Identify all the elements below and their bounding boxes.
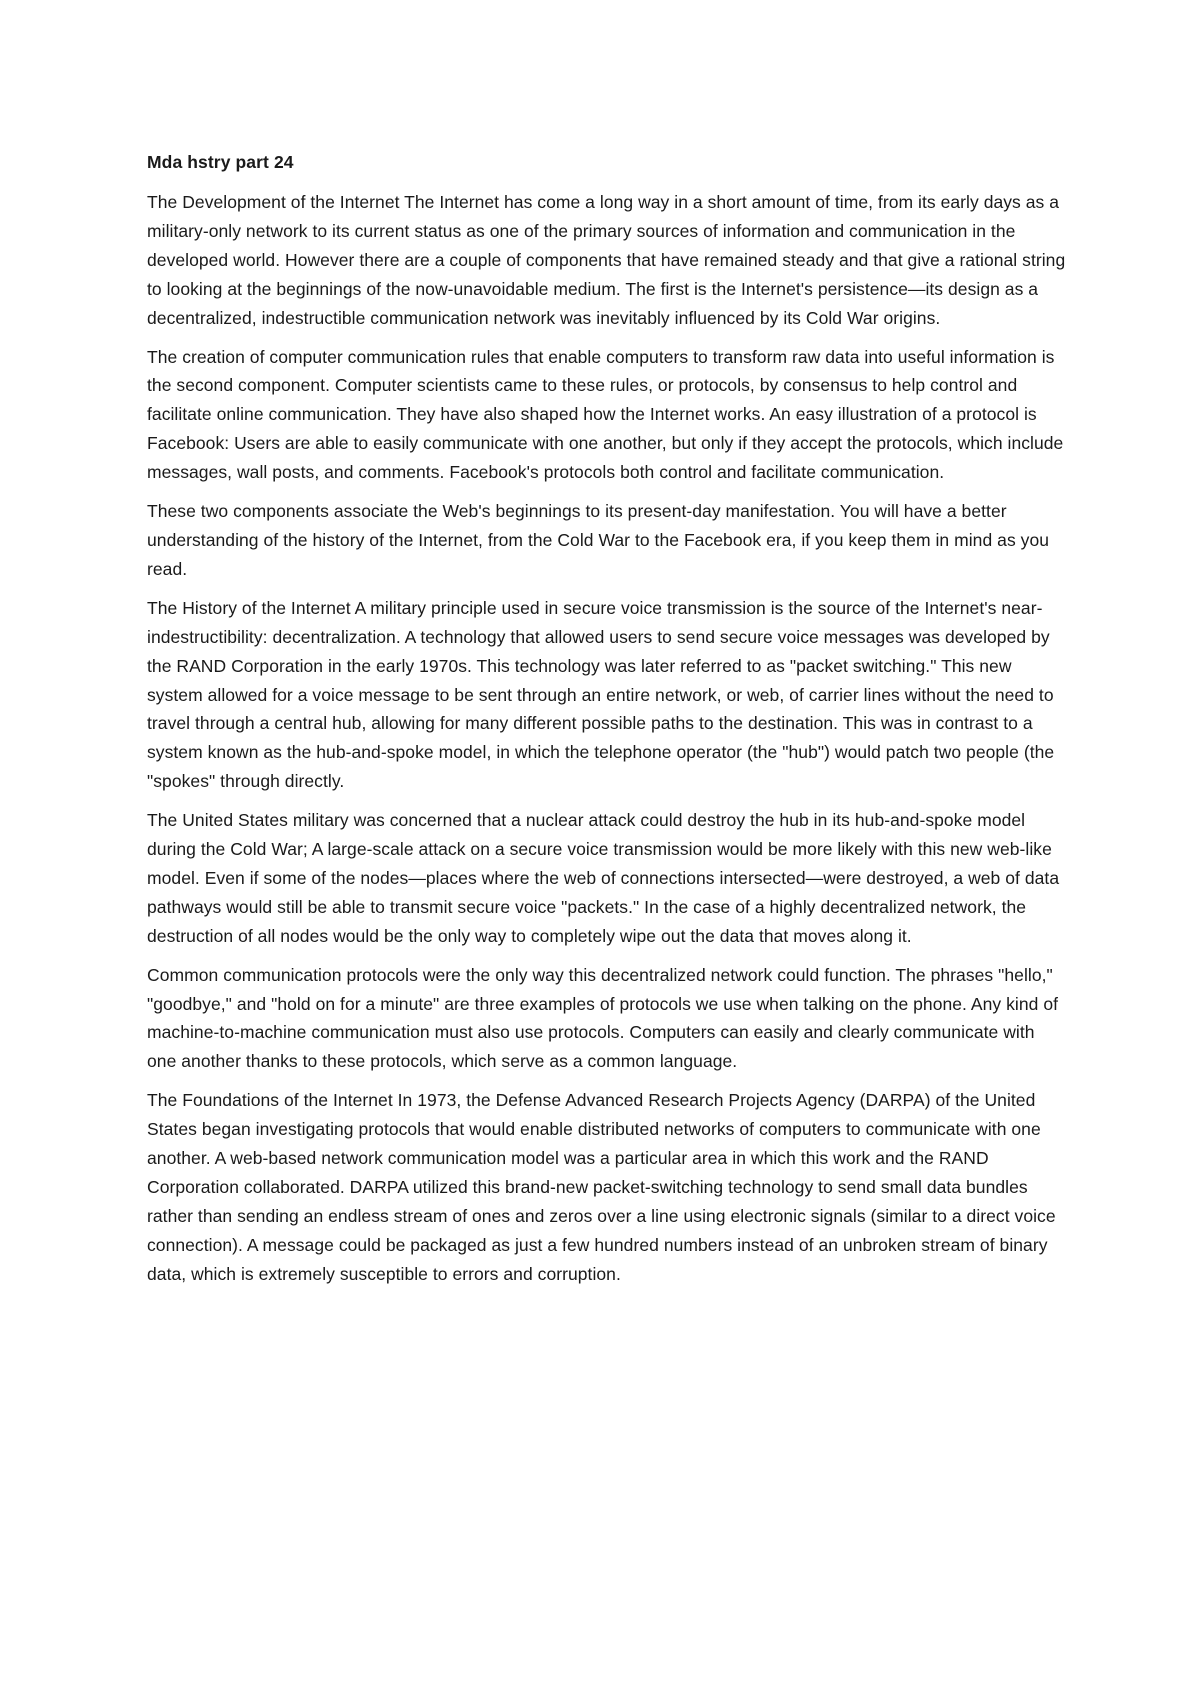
- document-title: Mda hstry part 24: [147, 152, 294, 172]
- paragraph-common-protocols: Common communication protocols were the only way this decentralized network could function. The phrases "hello," "goodbye," and "hold on for a minute" are three examples of protocols we use when talking on the phone. Any kind of machine-to-machine communication must also use protocols. Computers can easily and clearly communicate with one another thanks to these protocols, which serve as a common language.: [147, 964, 1059, 1072]
- paragraph-foundations-of-internet: The Foundations of the Internet In 1973, the Defense Advanced Research Projects Agency (DARPA) of the United States began investigating protocols that would enable distributed networks of computers to communicate with one another. A web-based network communication model was a particular area in which this work and the RAND Corporation collaborated. DARPA utilized this brand-new packet-switching technology to send small data bundles rather than sending an endless stream of ones and zeros over a line using electronic signals (similar to a direct voice connection). A message could be packaged as just a few hundred numbers instead of an unbroken stream of binary data, which is extremely susceptible to errors and corruption.: [147, 1090, 1056, 1284]
- paragraph-history-of-internet: The History of the Internet A military principle used in secure voice transmission is the source of the Internet's near-indestructibility: decentralization. A technology that allowed users to send secure voice messages was developed by the RAND Corporation in the early 1970s. This technology was later referred to as "packet switching." This new system allowed for a voice message to be sent through an entire network, or web, of carrier lines without the need to travel through a central hub, allowing for many different possible paths to the destination. This was in contrast to a system known as the hub-and-spoke model, in which the telephone operator (the "hub") would patch two people (the "spokes" through directly.: [147, 597, 1055, 792]
- paragraph-development-of-internet: The Development of the Internet The Internet has come a long way in a short amount of time, from its early days as a military-only network to its current status as one of the primary sources of information and communication in the developed world. However there are a couple of components that have remained steady and that give a rational string to looking at the beginnings of the now-unavoidable medium. The first is the Internet's persistence—its design as a decentralized, indestructible communication network was inevitably influenced by its Cold War origins.: [147, 192, 1066, 328]
- document-page: [147, 148, 1067, 1299]
- paragraph-military-concern: The United States military was concerned that a nuclear attack could destroy the hub in its hub-and-spoke model during the Cold War; A large-scale attack on a secure voice transmission would be more likely with this new web-like model. Even if some of the nodes—places where the web of connections intersected—were destroyed, a web of data pathways would still be able to transmit secure voice "packets." In the case of a highly decentralized network, the destruction of all nodes would be the only way to completely wipe out the data that moves along it.: [147, 810, 1060, 946]
- paragraph-communication-rules: The creation of computer communication rules that enable computers to transform raw data into useful information is the second component. Computer scientists came to these rules, or protocols, by consensus to help control and facilitate online communication. They have also shaped how the Internet works. An easy illustration of a protocol is Facebook: Users are able to easily communicate with one another, but only if they accept the protocols, which include messages, wall posts, and comments. Facebook's protocols both control and facilitate communication.: [147, 346, 1064, 483]
- paragraph-two-components: These two components associate the Web's beginnings to its present-day manifestation. You will have a better understanding of the history of the Internet, from the Cold War to the Facebook era, if you keep them in mind as you read.: [147, 501, 1050, 579]
